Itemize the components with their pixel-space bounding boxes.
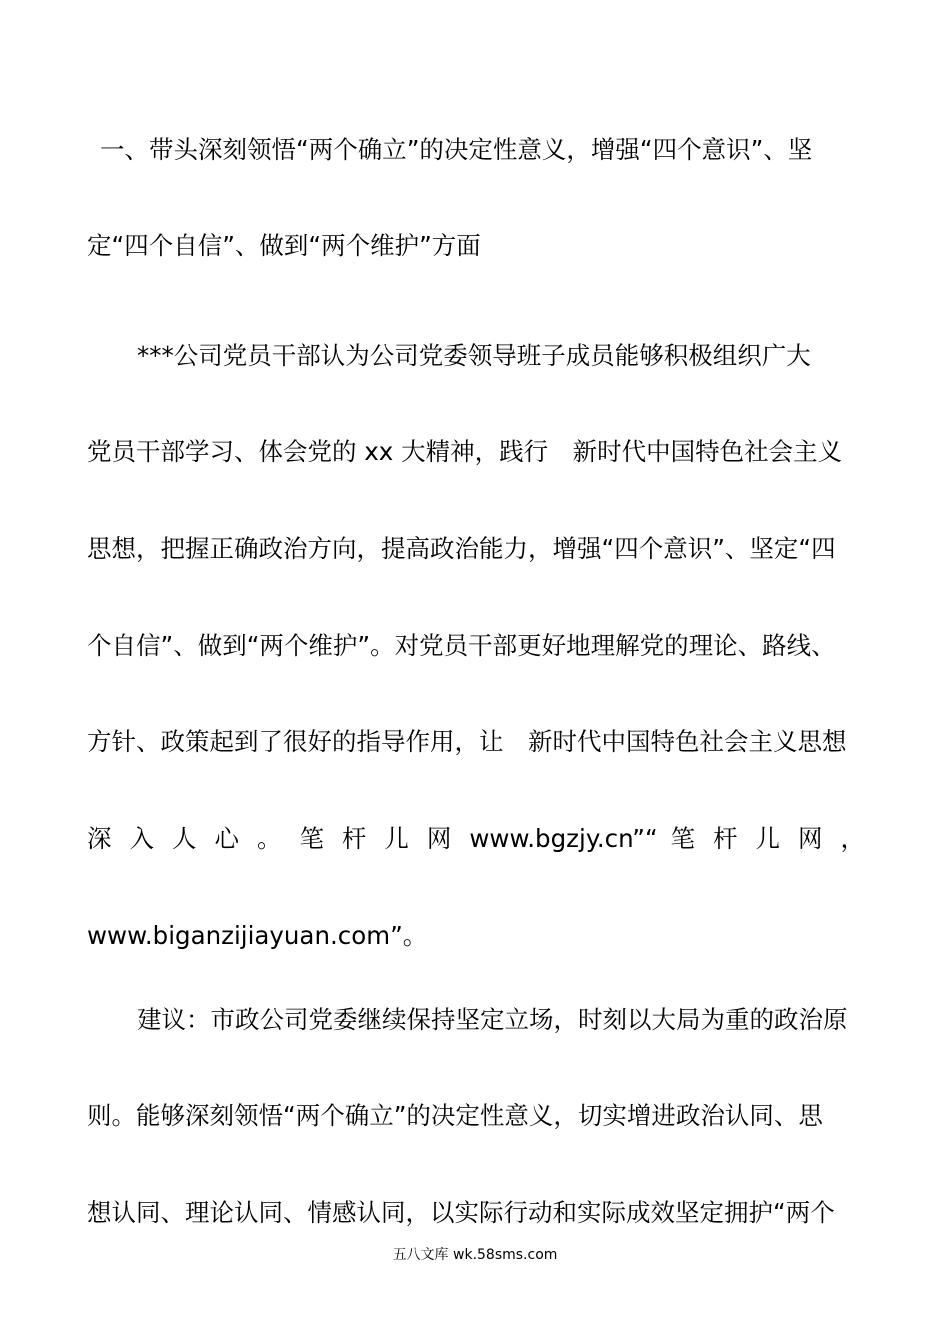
section-heading-line-2: 定“四个自信”、做到“两个维护”方面 [87, 231, 481, 260]
paragraph-line-link: 深 入 人 心 。 笔 杆 儿 网 www.bgzjy.cn”“ 笔 杆 儿 网 ， [87, 824, 865, 853]
paragraph-line-link: www.biganzijiayuan.com”。 [87, 921, 428, 950]
paragraph-line: 方针、政策起到了很好的指导作用，让 新时代中国特色社会主义思想 [87, 727, 847, 756]
page-footer: 五八文库 wk.58sms.com [392, 1247, 558, 1263]
suggestion-line: 想认同、理论认同、情感认同，以实际行动和实际成效坚定拥护“两个 [87, 1198, 835, 1227]
paragraph-line: ***公司党员干部认为公司党委领导班子成员能够积极组织广大 [137, 341, 811, 370]
paragraph-line: 党员干部学习、体会党的 xx 大精神，践行 新时代中国特色社会主义 [87, 437, 843, 466]
paragraph-line: 个自信”、做到“两个维护”。对党员干部更好地理解党的理论、路线、 [87, 631, 836, 660]
section-heading-line-1: 一、带头深刻领悟“两个确立”的决定性意义，增强“四个意识”、坚 [100, 135, 813, 164]
suggestion-line: 则。能够深刻领悟“两个确立”的决定性意义，切实增进政治认同、思 [87, 1101, 823, 1130]
paragraph-line: 思想，把握正确政治方向，提高政治能力，增强“四个意识”、坚定“四 [87, 534, 836, 563]
suggestion-line: 建议：市政公司党委继续保持坚定立场，时刻以大局为重的政治原 [137, 1005, 848, 1034]
